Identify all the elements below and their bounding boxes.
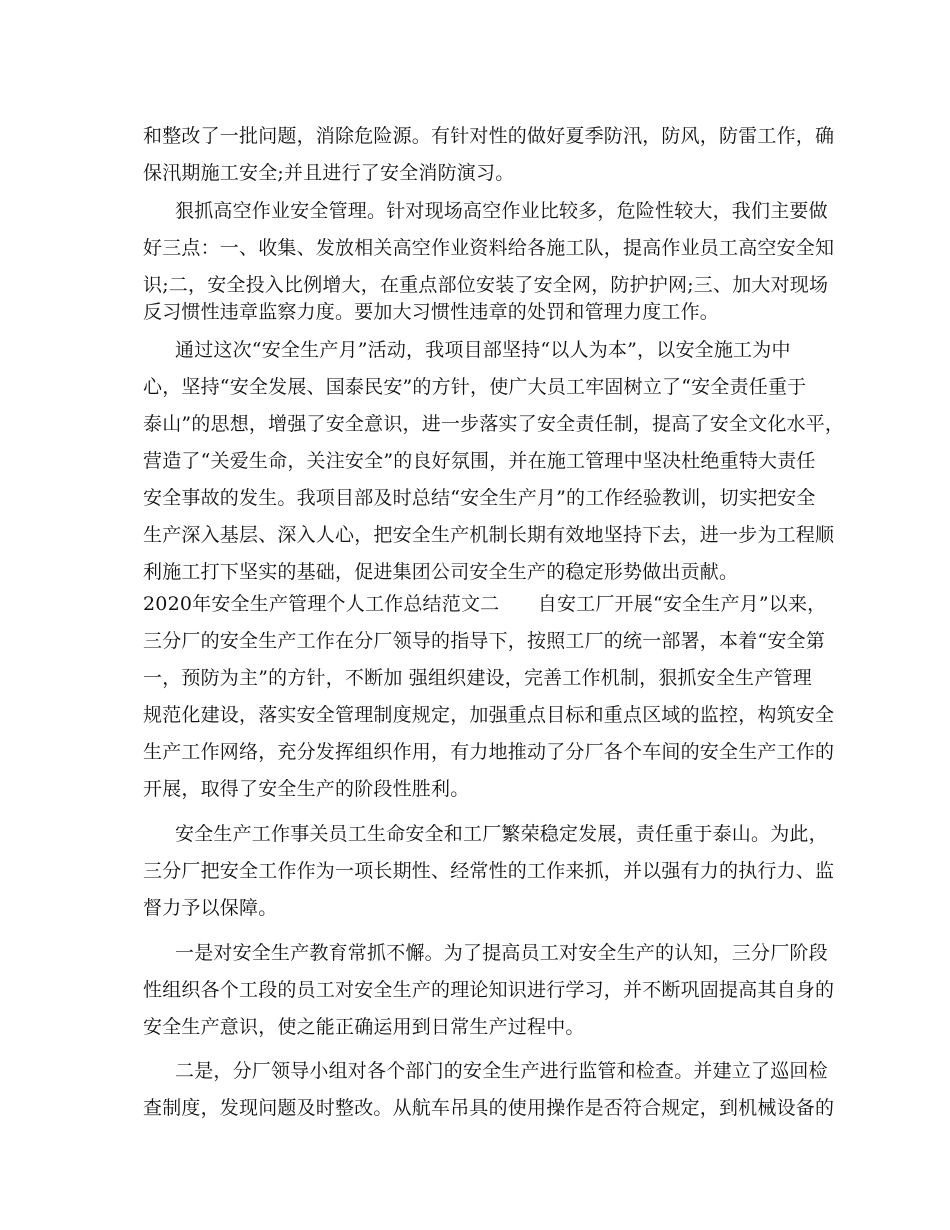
text-line: 三分厂把安全工作作为一项长期性、经常性的工作来抓，并以强有力的执行力、监	[143, 860, 835, 882]
text-line: 安全事故的发生。我项目部及时总结“安全生产月”的工作经验教训，切实把安全	[143, 487, 816, 509]
paragraph-first-line: 一是对安全生产教育常抓不懈。为了提高员工对安全生产的认知，三分厂阶段	[175, 942, 828, 964]
text-line: 反习惯性违章监察力度。要加大习惯性违章的处罚和管理力度工作。	[143, 301, 720, 323]
text-line: 督力予以保障。	[143, 897, 278, 919]
text-line: 三分厂的安全生产工作在分厂领导的指导下，按照工厂的统一部署，本着“安全第	[143, 630, 825, 652]
text-line: 利施工打下坚实的基础，促进集团公司安全生产的稳定形势做出贡献。	[143, 561, 739, 583]
text-line: 识;二，安全投入比例增大，在重点部位安装了安全网，防护护网;三、加大对现场	[143, 274, 829, 296]
text-line: 安全生产意识，使之能正确运用到日常生产过程中。	[143, 1016, 585, 1038]
paragraph-first-line: 狠抓高空作业安全管理。针对现场高空作业比较多，危险性较大，我们主要做	[175, 200, 828, 222]
text-line: 生产工作网络，充分发挥组织作用，有力地推动了分厂各个车间的安全生产工作的	[143, 741, 835, 763]
text-line: 查制度，发现问题及时整改。从航车吊具的使用操作是否符合规定，到机械设备的	[143, 1097, 835, 1119]
paragraph-first-line: 通过这次“安全生产月”活动，我项目部坚持“以人为本”，以安全施工为中	[175, 339, 791, 361]
paragraph-first-line: 二是，分厂领导小组对各个部门的安全生产进行监管和检查。并建立了巡回检	[175, 1060, 828, 1082]
text-line: 开展，取得了安全生产的阶段性胜利。	[143, 778, 470, 800]
section-heading-line: 2020年安全生产管理个人工作总结范文二 自安工厂开展“安全生产月”以来，	[143, 593, 827, 615]
text-line: 好三点：一、收集、发放相关高空作业资料给各施工队，提高作业员工高空安全知	[143, 237, 835, 259]
text-line: 规范化建设，落实安全管理制度规定，加强重点目标和重点区域的监控，构筑安全	[143, 704, 835, 726]
text-line: 心，坚持“安全发展、国泰民安”的方针，使广大员工牢固树立了“安全责任重于	[143, 376, 807, 398]
text-line: 和整改了一批问题，消除危险源。有针对性的做好夏季防汛，防风，防雷工作，确	[143, 125, 835, 147]
text-line: 泰山”的思想，增强了安全意识，进一步落实了安全责任制，提高了安全文化水平，	[143, 413, 845, 435]
paragraph-first-line: 安全生产工作事关员工生命安全和工厂繁荣稳定发展，责任重于泰山。为此，	[175, 823, 828, 845]
text-line: 一，预防为主”的方针，不断加 强组织建设，完善工作机制，狠抓安全生产管理	[143, 667, 812, 689]
text-line: 保汛期施工安全;并且进行了安全消防演习。	[143, 162, 515, 184]
text-line: 生产深入基层、深入人心，把安全生产机制长期有效地坚持下去，进一步为工程顺	[143, 524, 835, 546]
text-line: 营造了“关爱生命，关注安全”的良好氛围，并在施工管理中坚决杜绝重特大责任	[143, 450, 816, 472]
text-line: 性组织各个工段的员工对安全生产的理论知识进行学习，并不断巩固提高其自身的	[143, 979, 835, 1001]
